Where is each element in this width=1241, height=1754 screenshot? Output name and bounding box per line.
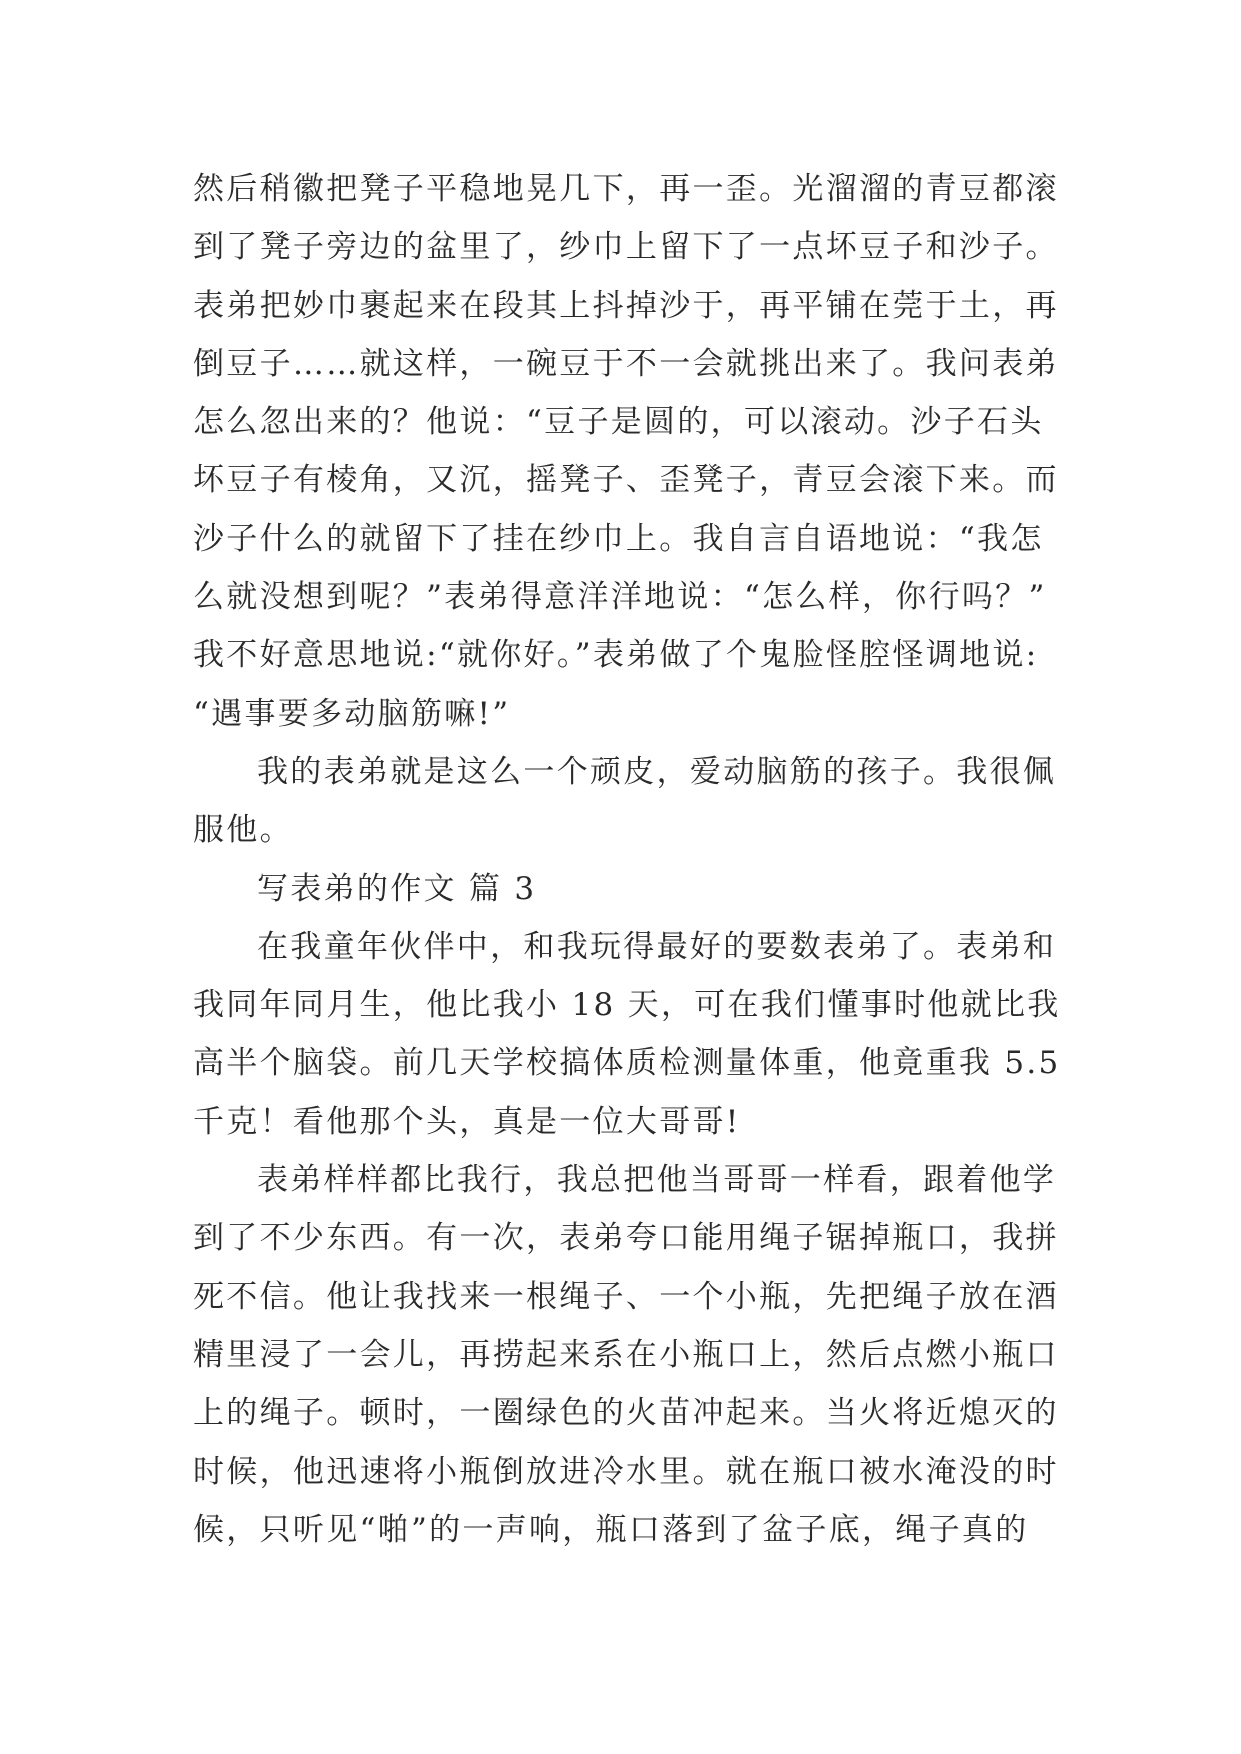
section-heading: 写表弟的作文 篇 3	[257, 870, 537, 907]
text-line: 么就没想到呢？”表弟得意洋洋地说：“怎么样，你行吗？”	[193, 579, 1047, 616]
text-line: 高半个脑袋。前几天学校搞体质检测量体重，他竟重我 5.5	[193, 1045, 1061, 1082]
essay-body	[193, 160, 1061, 1559]
text-line: “遇事要多动脑筋嘛!”	[193, 695, 511, 732]
text-line: 在我童年伙伴中，和我玩得最好的要数表弟了。表弟和	[257, 928, 1057, 965]
text-line: 千克！看他那个头，真是一位大哥哥!	[193, 1103, 741, 1140]
text-line: 表弟样样都比我行，我总把他当哥哥一样看，跟着他学	[257, 1162, 1057, 1199]
text-line: 死不信。他让我找来一根绳子、一个小瓶，先把绳子放在酒	[193, 1278, 1059, 1315]
text-line: 然后稍徽把凳子平稳地晃几下，再一歪。光溜溜的青豆都滚	[193, 171, 1059, 207]
text-line: 到了凳子旁边的盆里了，纱巾上留下了一点坏豆子和沙子。	[193, 229, 1059, 266]
text-line: 到了不少东西。有一次，表弟夸口能用绳子锯掉瓶口，我拼	[193, 1220, 1059, 1257]
text-line: 怎么忽出来的？他说：“豆子是圆的，可以滚动。沙子石头	[193, 404, 1044, 441]
text-line: 我同年同月生，他比我小 18 天，可在我们懂事时他就比我	[193, 987, 1061, 1024]
text-line: 候，只听见“啪”的一声响，瓶口落到了盆子底，绳子真的	[193, 1511, 1029, 1548]
text-line: 沙子什么的就留下了挂在纱巾上。我自言自语地说：“我怎	[193, 520, 1044, 557]
text-line: 精里浸了一会儿，再捞起来系在小瓶口上，然后点燃小瓶口	[193, 1336, 1059, 1373]
text-line: 我的表弟就是这么一个顽皮，爱动脑筋的孩子。我很佩	[257, 753, 1057, 790]
text-line: 时候，他迅速将小瓶倒放进冷水里。就在瓶口被水淹没的时	[193, 1453, 1059, 1490]
text-line: 我不好意思地说:“就你好。”表弟做了个鬼脸怪腔怪调地说:	[193, 637, 1039, 674]
text-line: 倒豆子……就这样，一碗豆于不一会就挑出来了。我问表弟	[193, 345, 1059, 382]
text-line: 表弟把妙巾裹起来在段其上抖掉沙于，再平铺在莞于土，再	[193, 287, 1059, 324]
text-line: 坏豆子有棱角，又沉，摇凳子、歪凳子，青豆会滚下来。而	[193, 462, 1059, 499]
text-line: 上的绳子。顿时，一圈绿色的火苗冲起来。当火将近熄灭的	[193, 1395, 1059, 1432]
text-line: 服他。	[193, 812, 293, 849]
